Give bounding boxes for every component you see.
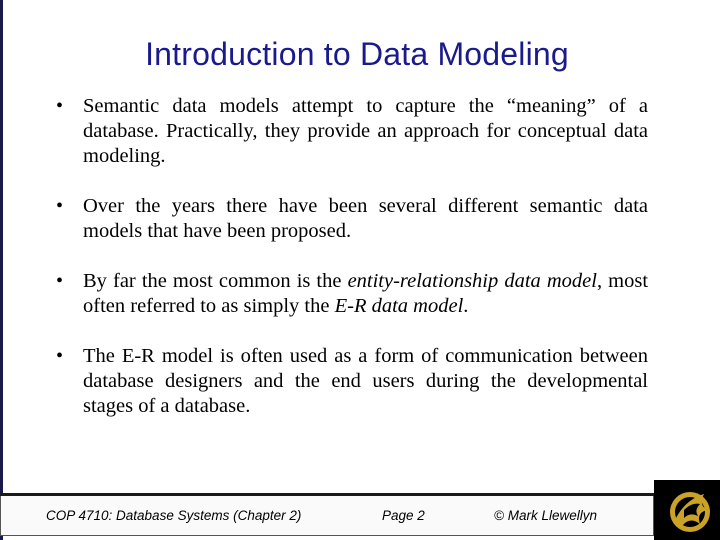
pegasus-logo-icon — [654, 480, 720, 540]
footer-course: COP 4710: Database Systems (Chapter 2) — [46, 508, 302, 523]
bullet-item — [56, 344, 648, 419]
bullet-dot-icon: • — [56, 95, 64, 117]
bullet-list — [56, 94, 648, 444]
footer-page-number: Page 2 — [382, 508, 425, 523]
slide-title: Introduction to Data Modeling — [145, 36, 569, 72]
footer-copyright: © Mark Llewellyn — [494, 508, 597, 523]
bullet-dot-icon: • — [56, 345, 64, 367]
bullet-item — [56, 269, 648, 319]
bullet-text: . — [463, 295, 469, 317]
bullet-text: By far the most common is the — [83, 270, 348, 292]
left-border — [0, 0, 3, 540]
bullet-text: , most often referred to as simply the — [83, 270, 649, 317]
bullet-emphasis: entity-relationship data model — [347, 270, 597, 292]
bullet-item — [56, 194, 648, 244]
bullet-dot-icon: • — [56, 195, 64, 217]
bullet-text: Semantic data models attempt to capture the “meaning” of a database. Practically, they provide an approach for conceptual data modeling. — [83, 95, 648, 167]
bullet-text: The E-R model is often used as a form of communication between database designers and the end users during the developmental stages of a database. — [83, 345, 648, 417]
bullet-item — [56, 94, 648, 169]
bullet-emphasis: E-R data model — [334, 295, 464, 317]
bullet-dot-icon: • — [56, 270, 64, 292]
bullet-text: Over the years there have been several different semantic data models that have been proposed. — [83, 195, 648, 242]
